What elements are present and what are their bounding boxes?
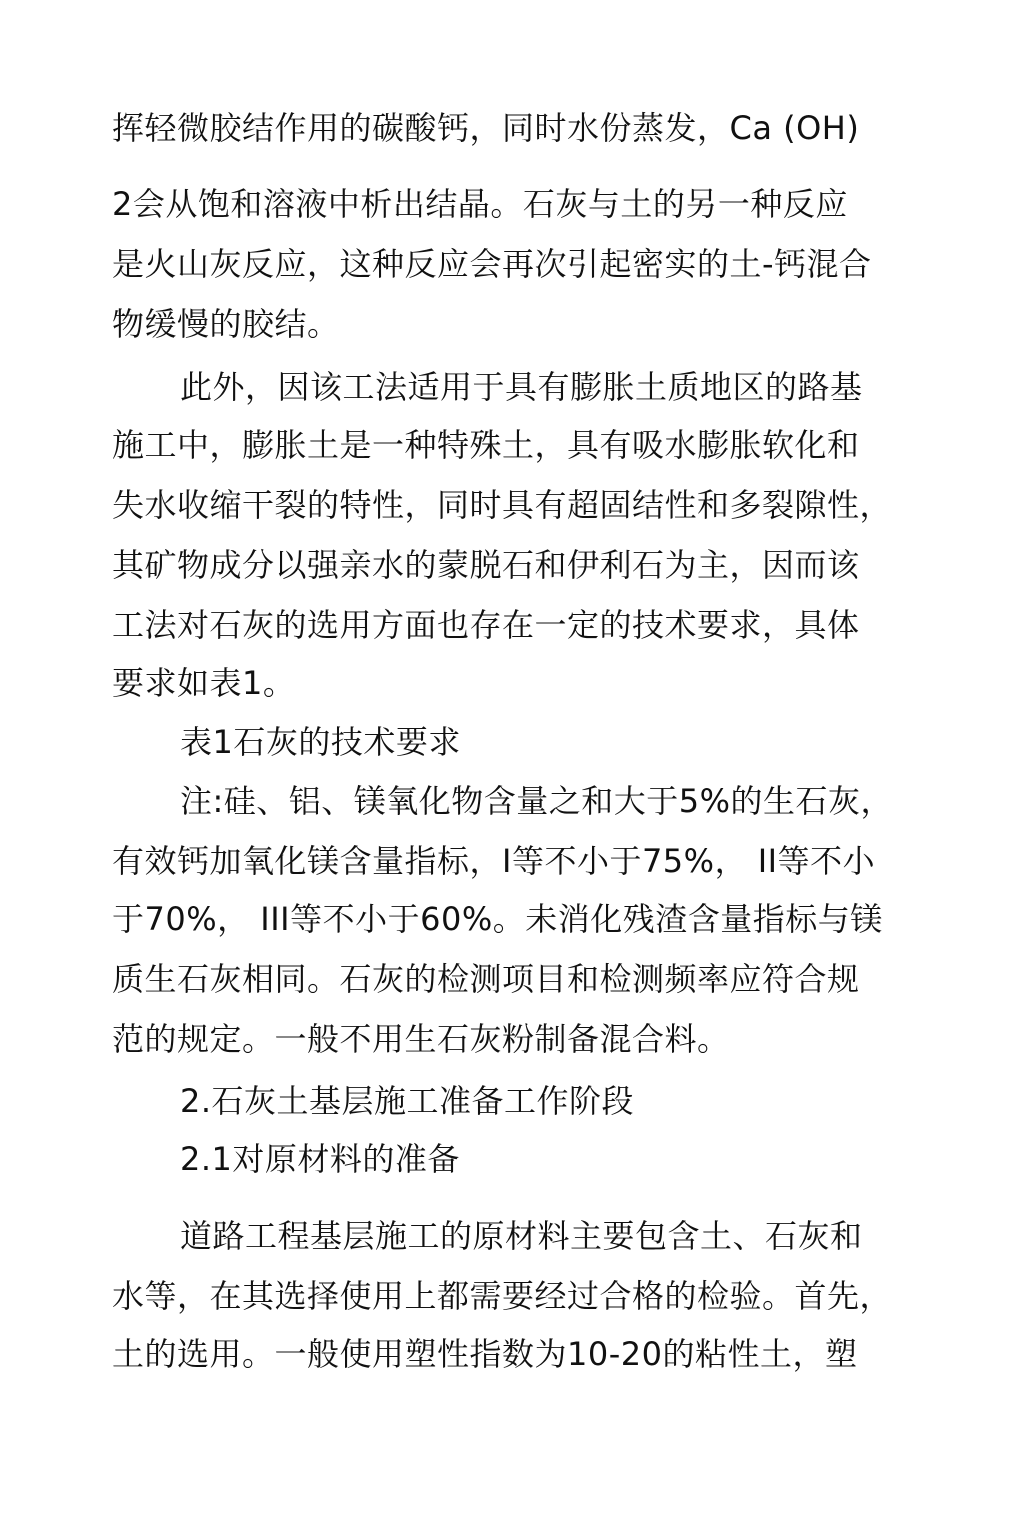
- text-line: 挥轻微胶结作用的碳酸钙，同时水份蒸发，Ca (OH): [112, 109, 860, 147]
- text-line: 其矿物成分以强亲水的蒙脱石和伊利石为主，因而该: [112, 546, 860, 584]
- paragraph-first-line: 此外，因该工法适用于具有膨胀土质地区的路基: [180, 368, 863, 406]
- text-line: 物缓慢的胶结。: [112, 305, 340, 343]
- section-heading: 2.石灰土基层施工准备工作阶段: [180, 1082, 635, 1120]
- text-line: 施工中，膨胀土是一种特殊土，具有吸水膨胀软化和: [112, 426, 860, 464]
- text-line: 土的选用。一般使用塑性指数为10-20的粘性土，塑: [112, 1335, 858, 1373]
- text-line: 是火山灰反应，这种反应会再次引起密实的土-钙混合: [112, 245, 872, 283]
- text-line: 水等，在其选择使用上都需要经过合格的检验。首先，: [112, 1277, 893, 1315]
- text-line: 质生石灰相同。石灰的检测项目和检测频率应符合规: [112, 960, 860, 998]
- text-line: 2会从饱和溶液中析出结晶。石灰与土的另一种反应: [112, 185, 848, 223]
- text-line: 失水收缩干裂的特性，同时具有超固结性和多裂隙性，: [112, 486, 893, 524]
- text-line: 有效钙加氧化镁含量指标，I等不小于75%， II等不小: [112, 842, 876, 880]
- text-line: 范的规定。一般不用生石灰粉制备混合料。: [112, 1020, 730, 1058]
- table-caption: 表1石灰的技术要求: [180, 723, 461, 761]
- paragraph-first-line: 道路工程基层施工的原材料主要包含土、石灰和: [180, 1217, 863, 1255]
- text-line: 于70%， III等不小于60%。未消化残渣含量指标与镁: [112, 900, 883, 938]
- note-first-line: 注:硅、铝、镁氧化物含量之和大于5%的生石灰，: [180, 782, 894, 820]
- text-line: 工法对石灰的选用方面也存在一定的技术要求，具体: [112, 606, 860, 644]
- text-line: 要求如表1。: [112, 664, 296, 702]
- subsection-heading: 2.1对原材料的准备: [180, 1140, 460, 1178]
